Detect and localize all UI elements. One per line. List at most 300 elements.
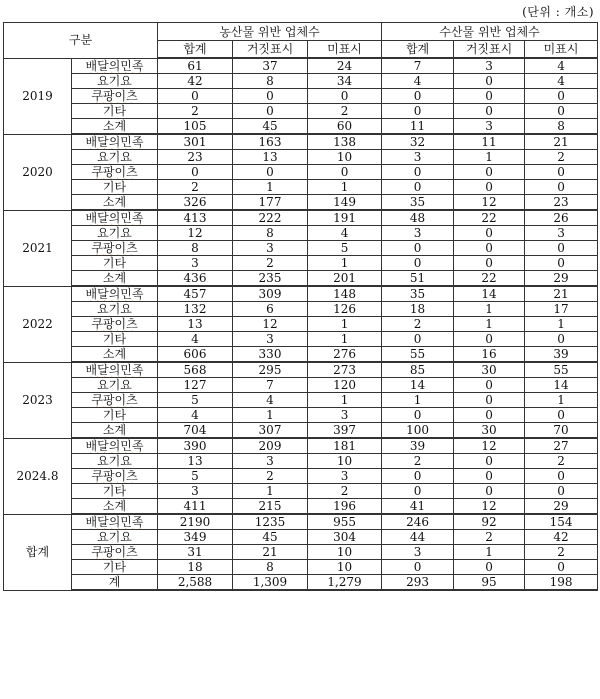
value-cell: 37 <box>233 58 308 74</box>
platform-label: 소계 <box>102 347 127 361</box>
value-cell: 1 <box>233 180 308 195</box>
value-cell: 1 <box>308 256 382 271</box>
value-cell: 51 <box>382 271 454 287</box>
value-cell: 14 <box>525 378 598 393</box>
value-cell: 3 <box>382 545 454 560</box>
platform-label: 배달의민족 <box>85 515 144 529</box>
platform-cell <box>72 210 158 226</box>
value-cell: 2 <box>525 545 598 560</box>
value-cell: 0 <box>382 332 454 347</box>
value-cell: 1 <box>233 484 308 499</box>
table-row <box>4 210 598 226</box>
value-cell: 149 <box>308 195 382 211</box>
value-cell: 42 <box>158 74 233 89</box>
value-cell: 191 <box>308 210 382 226</box>
platform-cell <box>72 362 158 378</box>
table-row <box>4 226 598 241</box>
year-cell: 2022 <box>4 286 72 362</box>
platform-cell <box>72 332 158 347</box>
violation-table <box>3 22 598 591</box>
value-cell: 61 <box>158 58 233 74</box>
value-cell: 304 <box>308 530 382 545</box>
value-cell: 201 <box>308 271 382 287</box>
platform-label: 요기요 <box>97 74 132 88</box>
value-cell: 48 <box>382 210 454 226</box>
value-cell: 23 <box>525 195 598 211</box>
value-cell: 295 <box>233 362 308 378</box>
value-cell: 100 <box>382 423 454 439</box>
value-cell: 222 <box>233 210 308 226</box>
value-cell: 1 <box>382 393 454 408</box>
value-cell: 0 <box>454 469 525 484</box>
platform-cell <box>72 302 158 317</box>
platform-label: 배달의민족 <box>85 211 144 225</box>
table-row <box>4 469 598 484</box>
value-cell: 3 <box>382 226 454 241</box>
value-cell: 11 <box>382 119 454 135</box>
value-cell: 955 <box>308 514 382 530</box>
value-cell: 85 <box>382 362 454 378</box>
value-cell: 1235 <box>233 514 308 530</box>
value-cell: 0 <box>454 74 525 89</box>
value-cell: 26 <box>525 210 598 226</box>
value-cell: 0 <box>525 241 598 256</box>
table-row <box>4 195 598 211</box>
value-cell: 0 <box>233 165 308 180</box>
value-cell: 3 <box>233 241 308 256</box>
value-cell: 0 <box>308 165 382 180</box>
value-cell: 3 <box>233 332 308 347</box>
platform-label: 쿠팡이츠 <box>91 241 138 255</box>
header-col: 미표시 <box>308 41 382 59</box>
value-cell: 2,588 <box>158 575 233 591</box>
platform-cell <box>72 499 158 515</box>
value-cell: 0 <box>525 332 598 347</box>
header-col: 거짓표시 <box>233 41 308 59</box>
platform-cell <box>72 150 158 165</box>
value-cell: 0 <box>454 393 525 408</box>
value-cell: 2 <box>308 104 382 119</box>
value-cell: 293 <box>382 575 454 591</box>
table-row <box>4 256 598 271</box>
value-cell: 12 <box>454 499 525 515</box>
value-cell: 198 <box>525 575 598 591</box>
value-cell: 35 <box>382 286 454 302</box>
value-cell: 309 <box>233 286 308 302</box>
value-cell: 29 <box>525 499 598 515</box>
value-cell: 8 <box>158 241 233 256</box>
value-cell: 4 <box>525 58 598 74</box>
table-row <box>4 378 598 393</box>
value-cell: 4 <box>233 393 308 408</box>
value-cell: 457 <box>158 286 233 302</box>
platform-label: 소계 <box>102 271 127 285</box>
platform-cell <box>72 165 158 180</box>
table-row <box>4 241 598 256</box>
value-cell: 22 <box>454 271 525 287</box>
value-cell: 0 <box>382 408 454 423</box>
value-cell: 0 <box>454 89 525 104</box>
value-cell: 92 <box>454 514 525 530</box>
value-cell: 0 <box>382 165 454 180</box>
platform-label: 요기요 <box>97 454 132 468</box>
value-cell: 0 <box>525 469 598 484</box>
table-row <box>4 362 598 378</box>
value-cell: 7 <box>233 378 308 393</box>
value-cell: 3 <box>382 150 454 165</box>
platform-cell <box>72 575 158 591</box>
table-row <box>4 575 598 591</box>
value-cell: 3 <box>308 408 382 423</box>
table-row <box>4 332 598 347</box>
value-cell: 95 <box>454 575 525 591</box>
platform-cell <box>72 484 158 499</box>
table-row <box>4 89 598 104</box>
value-cell: 2 <box>158 104 233 119</box>
value-cell: 0 <box>525 89 598 104</box>
value-cell: 32 <box>382 134 454 150</box>
value-cell: 0 <box>382 469 454 484</box>
value-cell: 2 <box>233 469 308 484</box>
value-cell: 5 <box>158 469 233 484</box>
value-cell: 0 <box>454 332 525 347</box>
table-row <box>4 58 598 74</box>
table-row <box>4 454 598 469</box>
value-cell: 11 <box>454 134 525 150</box>
value-cell: 0 <box>382 484 454 499</box>
value-cell: 30 <box>454 362 525 378</box>
platform-label: 배달의민족 <box>85 363 144 377</box>
value-cell: 29 <box>525 271 598 287</box>
value-cell: 0 <box>233 104 308 119</box>
value-cell: 3 <box>158 484 233 499</box>
table-row <box>4 423 598 439</box>
value-cell: 27 <box>525 438 598 454</box>
platform-label: 요기요 <box>97 150 132 164</box>
platform-label: 배달의민족 <box>85 287 144 301</box>
value-cell: 70 <box>525 423 598 439</box>
value-cell: 301 <box>158 134 233 150</box>
value-cell: 4 <box>158 332 233 347</box>
table-row <box>4 484 598 499</box>
value-cell: 0 <box>525 408 598 423</box>
value-cell: 4 <box>158 408 233 423</box>
value-cell: 209 <box>233 438 308 454</box>
platform-cell <box>72 226 158 241</box>
value-cell: 21 <box>525 286 598 302</box>
value-cell: 2 <box>158 180 233 195</box>
value-cell: 0 <box>308 89 382 104</box>
value-cell: 411 <box>158 499 233 515</box>
value-cell: 1 <box>454 302 525 317</box>
value-cell: 0 <box>525 484 598 499</box>
value-cell: 22 <box>454 210 525 226</box>
value-cell: 2 <box>454 530 525 545</box>
platform-cell <box>72 134 158 150</box>
value-cell: 246 <box>382 514 454 530</box>
value-cell: 0 <box>382 560 454 575</box>
value-cell: 24 <box>308 58 382 74</box>
value-cell: 390 <box>158 438 233 454</box>
platform-cell <box>72 180 158 195</box>
value-cell: 10 <box>308 150 382 165</box>
table-row <box>4 180 598 195</box>
value-cell: 14 <box>454 286 525 302</box>
value-cell: 10 <box>308 545 382 560</box>
table-row <box>4 408 598 423</box>
platform-label: 기타 <box>102 104 127 118</box>
platform-cell <box>72 286 158 302</box>
platform-cell <box>72 514 158 530</box>
value-cell: 0 <box>454 226 525 241</box>
table-row <box>4 393 598 408</box>
value-cell: 349 <box>158 530 233 545</box>
year-cell: 합계 <box>4 514 72 590</box>
value-cell: 39 <box>525 347 598 363</box>
value-cell: 181 <box>308 438 382 454</box>
platform-label: 기타 <box>102 332 127 346</box>
value-cell: 14 <box>382 378 454 393</box>
value-cell: 12 <box>233 317 308 332</box>
value-cell: 21 <box>233 545 308 560</box>
table-row <box>4 165 598 180</box>
value-cell: 12 <box>454 438 525 454</box>
value-cell: 0 <box>233 89 308 104</box>
table-row <box>4 317 598 332</box>
value-cell: 2 <box>382 317 454 332</box>
value-cell: 3 <box>158 256 233 271</box>
value-cell: 10 <box>308 454 382 469</box>
table-row <box>4 302 598 317</box>
value-cell: 8 <box>233 74 308 89</box>
value-cell: 215 <box>233 499 308 515</box>
platform-cell <box>72 58 158 74</box>
value-cell: 3 <box>525 226 598 241</box>
value-cell: 60 <box>308 119 382 135</box>
platform-label: 기타 <box>102 484 127 498</box>
value-cell: 0 <box>382 256 454 271</box>
value-cell: 132 <box>158 302 233 317</box>
value-cell: 148 <box>308 286 382 302</box>
value-cell: 55 <box>525 362 598 378</box>
value-cell: 3 <box>454 119 525 135</box>
value-cell: 16 <box>454 347 525 363</box>
platform-cell <box>72 423 158 439</box>
value-cell: 6 <box>233 302 308 317</box>
value-cell: 0 <box>382 241 454 256</box>
value-cell: 5 <box>158 393 233 408</box>
value-cell: 413 <box>158 210 233 226</box>
table-row <box>4 271 598 287</box>
value-cell: 0 <box>158 89 233 104</box>
value-cell: 0 <box>454 241 525 256</box>
value-cell: 13 <box>158 454 233 469</box>
value-cell: 0 <box>525 165 598 180</box>
value-cell: 17 <box>525 302 598 317</box>
header-col: 합계 <box>158 41 233 59</box>
year-cell: 2019 <box>4 58 72 134</box>
platform-cell <box>72 104 158 119</box>
year-cell: 2023 <box>4 362 72 438</box>
value-cell: 0 <box>454 484 525 499</box>
table-body <box>4 58 598 590</box>
value-cell: 154 <box>525 514 598 530</box>
value-cell: 704 <box>158 423 233 439</box>
value-cell: 45 <box>233 119 308 135</box>
platform-cell <box>72 378 158 393</box>
value-cell: 2 <box>233 256 308 271</box>
table-row <box>4 545 598 560</box>
value-cell: 41 <box>382 499 454 515</box>
value-cell: 0 <box>454 180 525 195</box>
value-cell: 18 <box>158 560 233 575</box>
value-cell: 436 <box>158 271 233 287</box>
platform-label: 요기요 <box>97 378 132 392</box>
platform-cell <box>72 530 158 545</box>
value-cell: 2 <box>525 454 598 469</box>
value-cell: 3 <box>308 469 382 484</box>
value-cell: 42 <box>525 530 598 545</box>
platform-label: 쿠팡이츠 <box>91 317 138 331</box>
value-cell: 45 <box>233 530 308 545</box>
platform-label: 배달의민족 <box>85 135 144 149</box>
value-cell: 34 <box>308 74 382 89</box>
value-cell: 18 <box>382 302 454 317</box>
platform-cell <box>72 241 158 256</box>
unit-note: (단위 : 개소) <box>522 5 594 19</box>
value-cell: 0 <box>382 89 454 104</box>
year-cell: 2024.8 <box>4 438 72 514</box>
table-row <box>4 74 598 89</box>
value-cell: 138 <box>308 134 382 150</box>
value-cell: 1 <box>308 393 382 408</box>
table-row <box>4 499 598 515</box>
value-cell: 0 <box>158 165 233 180</box>
table-row <box>4 134 598 150</box>
value-cell: 4 <box>382 74 454 89</box>
value-cell: 39 <box>382 438 454 454</box>
value-cell: 0 <box>454 165 525 180</box>
platform-label: 쿠팡이츠 <box>91 165 138 179</box>
value-cell: 568 <box>158 362 233 378</box>
value-cell: 126 <box>308 302 382 317</box>
value-cell: 1 <box>308 180 382 195</box>
value-cell: 0 <box>382 104 454 119</box>
value-cell: 1 <box>525 317 598 332</box>
platform-label: 배달의민족 <box>85 58 144 73</box>
value-cell: 105 <box>158 119 233 135</box>
table-row <box>4 438 598 454</box>
value-cell: 44 <box>382 530 454 545</box>
platform-cell <box>72 119 158 135</box>
platform-label: 소계 <box>102 423 127 437</box>
value-cell: 235 <box>233 271 308 287</box>
value-cell: 12 <box>158 226 233 241</box>
value-cell: 0 <box>454 454 525 469</box>
platform-label: 요기요 <box>97 226 132 240</box>
platform-cell <box>72 74 158 89</box>
value-cell: 196 <box>308 499 382 515</box>
year-cell: 2021 <box>4 210 72 286</box>
platform-cell <box>72 545 158 560</box>
value-cell: 2190 <box>158 514 233 530</box>
platform-label: 쿠팡이츠 <box>91 393 138 407</box>
value-cell: 21 <box>525 134 598 150</box>
value-cell: 3 <box>454 58 525 74</box>
value-cell: 330 <box>233 347 308 363</box>
platform-cell <box>72 560 158 575</box>
header-col: 거짓표시 <box>454 41 525 59</box>
value-cell: 1 <box>454 317 525 332</box>
platform-label: 쿠팡이츠 <box>91 545 138 559</box>
table-header <box>4 23 598 59</box>
header-gubun: 구분 <box>4 23 158 59</box>
value-cell: 2 <box>382 454 454 469</box>
platform-cell <box>72 89 158 104</box>
table-row <box>4 286 598 302</box>
value-cell: 0 <box>525 180 598 195</box>
platform-cell <box>72 438 158 454</box>
platform-label: 소계 <box>102 195 127 209</box>
value-cell: 3 <box>233 454 308 469</box>
value-cell: 326 <box>158 195 233 211</box>
value-cell: 273 <box>308 362 382 378</box>
platform-cell <box>72 454 158 469</box>
platform-label: 계 <box>108 575 121 589</box>
value-cell: 1 <box>308 317 382 332</box>
value-cell: 7 <box>382 58 454 74</box>
value-cell: 5 <box>308 241 382 256</box>
value-cell: 30 <box>454 423 525 439</box>
header-col: 합계 <box>382 41 454 59</box>
value-cell: 1 <box>308 332 382 347</box>
platform-label: 쿠팡이츠 <box>91 469 138 483</box>
value-cell: 2 <box>308 484 382 499</box>
platform-label: 소계 <box>102 499 127 513</box>
header-col: 미표시 <box>525 41 598 59</box>
header-fish: 수산물 위반 업체수 <box>382 23 598 41</box>
value-cell: 276 <box>308 347 382 363</box>
value-cell: 13 <box>158 317 233 332</box>
platform-cell <box>72 347 158 363</box>
platform-cell <box>72 469 158 484</box>
table-row <box>4 150 598 165</box>
value-cell: 13 <box>233 150 308 165</box>
value-cell: 1,279 <box>308 575 382 591</box>
year-cell: 2020 <box>4 134 72 210</box>
value-cell: 35 <box>382 195 454 211</box>
value-cell: 31 <box>158 545 233 560</box>
platform-cell <box>72 256 158 271</box>
table-row <box>4 560 598 575</box>
value-cell: 606 <box>158 347 233 363</box>
value-cell: 0 <box>454 104 525 119</box>
platform-label: 요기요 <box>97 302 132 316</box>
platform-label: 소계 <box>102 119 127 133</box>
value-cell: 55 <box>382 347 454 363</box>
platform-cell <box>72 393 158 408</box>
table-row <box>4 530 598 545</box>
value-cell: 1 <box>233 408 308 423</box>
value-cell: 4 <box>525 74 598 89</box>
platform-label: 기타 <box>102 408 127 422</box>
value-cell: 4 <box>308 226 382 241</box>
value-cell: 8 <box>233 226 308 241</box>
platform-label: 기타 <box>102 180 127 194</box>
table-row <box>4 104 598 119</box>
value-cell: 163 <box>233 134 308 150</box>
value-cell: 8 <box>233 560 308 575</box>
